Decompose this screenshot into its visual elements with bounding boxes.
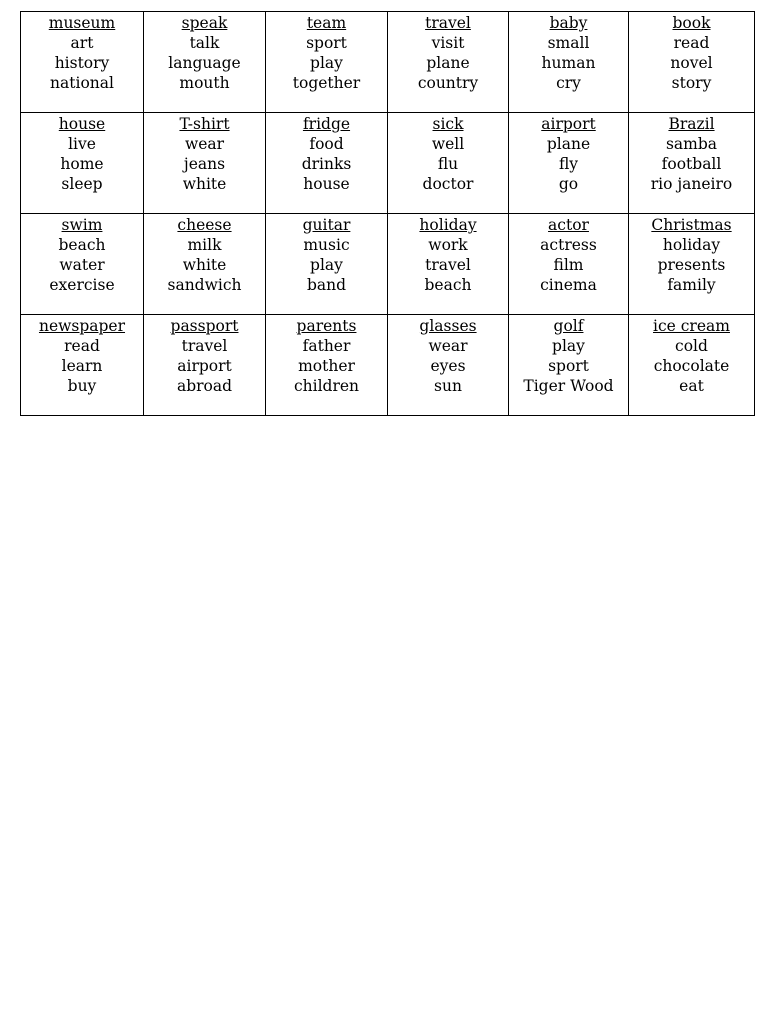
- word-card: [266, 113, 388, 214]
- card-keyword: golf: [553, 317, 584, 335]
- card-keyword: Brazil: [668, 115, 715, 133]
- card-taboo-word: family: [667, 276, 716, 294]
- card-taboo-word: doctor: [422, 175, 474, 193]
- word-card-content: [629, 214, 754, 295]
- card-taboo-word: live: [68, 135, 96, 153]
- card-taboo-word: travel: [181, 337, 228, 355]
- card-taboo-word: food: [309, 135, 344, 153]
- card-taboo-word: holiday: [662, 236, 721, 254]
- card-taboo-word: flu: [437, 155, 459, 173]
- card-taboo-word: football: [661, 155, 722, 173]
- card-taboo-word: read: [64, 337, 100, 355]
- card-taboo-word: novel: [670, 54, 713, 72]
- word-card-content: [266, 113, 387, 194]
- card-taboo-word: national: [50, 74, 114, 92]
- card-taboo-word: sandwich: [167, 276, 242, 294]
- card-taboo-word: actress: [540, 236, 597, 254]
- card-taboo-word: presents: [657, 256, 726, 274]
- word-card-content: [21, 214, 143, 295]
- card-taboo-word: jeans: [183, 155, 226, 173]
- card-taboo-word: children: [293, 377, 360, 395]
- card-keyword: glasses: [419, 317, 477, 335]
- card-taboo-word: chocolate: [653, 357, 730, 375]
- word-card-content: [21, 315, 143, 396]
- card-keyword: house: [58, 115, 106, 133]
- word-card: [21, 12, 144, 113]
- card-taboo-word: go: [558, 175, 579, 193]
- card-taboo-word: beach: [424, 276, 472, 294]
- card-taboo-word: human: [541, 54, 596, 72]
- card-keyword: Christmas: [651, 216, 732, 234]
- card-taboo-word: country: [417, 74, 479, 92]
- card-taboo-word: story: [671, 74, 712, 92]
- word-card-content: [509, 214, 628, 295]
- card-taboo-word: samba: [665, 135, 718, 153]
- word-card: [266, 315, 388, 416]
- word-card-content: [509, 315, 628, 396]
- word-card-content: [266, 315, 387, 396]
- card-keyword: travel: [425, 14, 471, 32]
- card-taboo-word: learn: [61, 357, 103, 375]
- word-card-grid: [20, 11, 755, 416]
- word-card: [266, 214, 388, 315]
- card-taboo-word: milk: [187, 236, 222, 254]
- card-taboo-word: sleep: [61, 175, 103, 193]
- card-taboo-word: sun: [434, 377, 462, 395]
- word-card: [509, 113, 629, 214]
- card-row: [21, 113, 755, 214]
- word-card: [266, 12, 388, 113]
- card-taboo-word: art: [70, 34, 94, 52]
- card-taboo-word: rio janeiro: [650, 175, 733, 193]
- word-card-content: [509, 113, 628, 194]
- word-card-content: [21, 113, 143, 194]
- word-card: [388, 113, 509, 214]
- card-taboo-word: cry: [556, 74, 581, 92]
- word-card-content: [509, 12, 628, 93]
- card-taboo-word: home: [60, 155, 104, 173]
- word-card-content: [21, 12, 143, 93]
- word-card: [144, 113, 266, 214]
- card-taboo-word: sport: [306, 34, 347, 52]
- word-card: [509, 12, 629, 113]
- card-keyword: museum: [48, 14, 116, 32]
- word-card: [21, 113, 144, 214]
- card-taboo-word: cold: [675, 337, 708, 355]
- card-taboo-word: plane: [546, 135, 591, 153]
- word-card-content: [144, 315, 265, 396]
- card-taboo-word: buy: [67, 377, 97, 395]
- card-taboo-word: sport: [548, 357, 589, 375]
- card-row: [21, 315, 755, 416]
- card-taboo-word: play: [552, 337, 585, 355]
- card-taboo-word: travel: [425, 256, 471, 274]
- card-keyword: swim: [61, 216, 103, 234]
- word-card: [388, 315, 509, 416]
- word-card-content: [388, 315, 508, 396]
- card-taboo-word: small: [547, 34, 590, 52]
- card-taboo-word: cinema: [540, 276, 597, 294]
- card-taboo-word: white: [182, 256, 227, 274]
- card-taboo-word: music: [303, 236, 350, 254]
- word-card-content: [266, 12, 387, 93]
- card-taboo-word: house: [303, 175, 350, 193]
- card-keyword: actor: [548, 216, 589, 234]
- card-taboo-word: exercise: [49, 276, 115, 294]
- card-keyword: passport: [170, 317, 239, 335]
- card-taboo-word: well: [431, 135, 465, 153]
- card-taboo-word: film: [553, 256, 584, 274]
- card-keyword: parents: [296, 317, 357, 335]
- word-card: [629, 214, 755, 315]
- word-card-content: [266, 214, 387, 295]
- word-card: [388, 12, 509, 113]
- card-taboo-word: history: [54, 54, 110, 72]
- word-card: [21, 315, 144, 416]
- card-taboo-word: play: [310, 256, 343, 274]
- word-card: [629, 315, 755, 416]
- card-keyword: baby: [549, 14, 588, 32]
- card-keyword: holiday: [419, 216, 477, 234]
- card-row: [21, 214, 755, 315]
- card-taboo-word: airport: [177, 357, 232, 375]
- card-keyword: book: [672, 14, 711, 32]
- card-taboo-word: white: [182, 175, 227, 193]
- word-card-content: [629, 113, 754, 194]
- card-keyword: cheese: [177, 216, 232, 234]
- word-card: [144, 12, 266, 113]
- card-keyword: guitar: [302, 216, 351, 234]
- card-taboo-word: plane: [426, 54, 470, 72]
- card-keyword: airport: [541, 115, 596, 133]
- card-taboo-word: talk: [189, 34, 220, 52]
- card-taboo-word: together: [292, 74, 361, 92]
- card-keyword: team: [306, 14, 347, 32]
- card-keyword: speak: [181, 14, 228, 32]
- word-card: [388, 214, 509, 315]
- card-taboo-word: wear: [428, 337, 468, 355]
- card-taboo-word: beach: [58, 236, 106, 254]
- card-taboo-word: visit: [431, 34, 465, 52]
- card-keyword: sick: [432, 115, 464, 133]
- word-card-content: [388, 113, 508, 194]
- word-card-grid-body: [21, 12, 755, 416]
- card-taboo-word: father: [302, 337, 351, 355]
- card-taboo-word: read: [673, 34, 710, 52]
- card-taboo-word: play: [310, 54, 343, 72]
- card-taboo-word: mouth: [179, 74, 230, 92]
- word-card-content: [629, 12, 754, 93]
- word-card-content: [144, 12, 265, 93]
- card-keyword: fridge: [302, 115, 351, 133]
- card-taboo-word: band: [306, 276, 347, 294]
- word-card: [21, 214, 144, 315]
- card-keyword: T-shirt: [179, 115, 230, 133]
- card-taboo-word: eat: [679, 377, 704, 395]
- card-taboo-word: water: [59, 256, 105, 274]
- card-taboo-word: fly: [558, 155, 579, 173]
- word-card: [629, 12, 755, 113]
- word-card-content: [144, 214, 265, 295]
- card-taboo-word: work: [428, 236, 468, 254]
- card-taboo-word: abroad: [176, 377, 233, 395]
- word-card-content: [629, 315, 754, 396]
- card-row: [21, 12, 755, 113]
- card-keyword: ice cream: [653, 317, 730, 335]
- word-card: [144, 315, 266, 416]
- word-card: [144, 214, 266, 315]
- word-card: [509, 315, 629, 416]
- card-taboo-word: eyes: [430, 357, 466, 375]
- word-card-content: [388, 12, 508, 93]
- word-card-content: [388, 214, 508, 295]
- card-taboo-word: drinks: [301, 155, 352, 173]
- card-keyword: newspaper: [38, 317, 126, 335]
- word-card-content: [144, 113, 265, 194]
- word-card: [509, 214, 629, 315]
- word-card: [629, 113, 755, 214]
- card-taboo-word: Tiger Wood: [523, 377, 614, 395]
- card-taboo-word: mother: [298, 357, 355, 375]
- card-taboo-word: language: [168, 54, 241, 72]
- card-taboo-word: wear: [184, 135, 225, 153]
